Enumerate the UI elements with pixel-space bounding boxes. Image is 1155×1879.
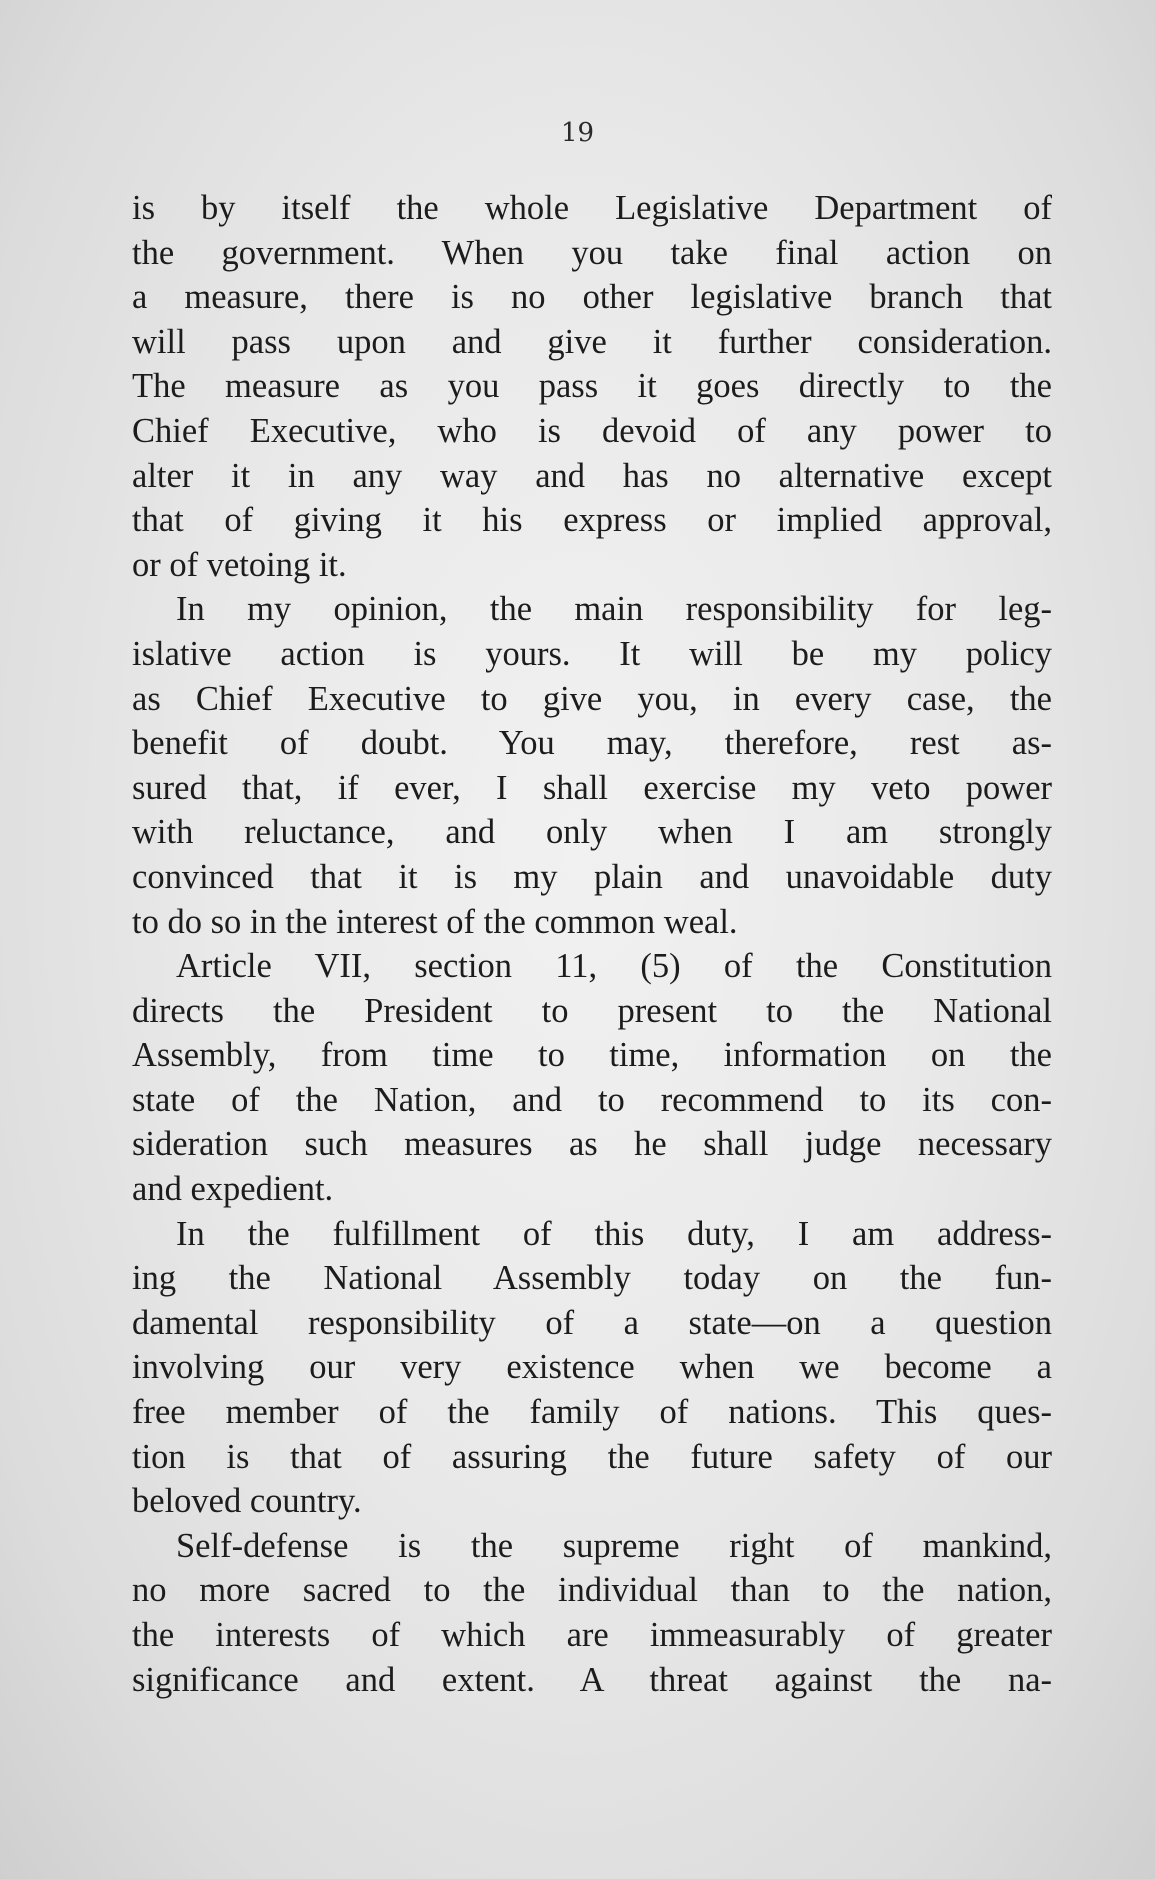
text-line: directs the President to present to the National — [132, 991, 1052, 1030]
text-line: alter it in any way and has no alternative except — [132, 456, 1052, 495]
text-line: free member of the family of nations. This ques- — [132, 1393, 1052, 1432]
text-line: islative action is yours. It will be my policy — [132, 634, 1052, 673]
text-line: beloved country. — [132, 1482, 362, 1521]
paragraph-first-line: In the fulfillment of this duty, I am address- — [176, 1214, 1052, 1253]
page-number: 19 — [560, 118, 595, 148]
paragraph-first-line: In my opinion, the main responsibility for leg- — [176, 590, 1052, 629]
text-line: as Chief Executive to give you, in every case, the — [132, 679, 1052, 718]
text-line: the interests of which are immeasurably of greater — [132, 1616, 1052, 1654]
text-line: Assembly, from time to time, information on the — [132, 1036, 1052, 1075]
text-line: convinced that it is my plain and unavoidable duty — [132, 857, 1052, 896]
text-line: tion is that of assuring the future safety of our — [132, 1437, 1052, 1476]
text-line: damental responsibility of a state—on a question — [132, 1303, 1052, 1342]
text-line: will pass upon and give it further consideration. — [132, 322, 1052, 361]
text-line: ing the National Assembly today on the fun- — [132, 1259, 1052, 1298]
text-line: or of vetoing it. — [132, 545, 347, 584]
text-line: sured that, if ever, I shall exercise my veto power — [132, 768, 1052, 807]
text-line: that of giving it his express or implied approval, — [132, 501, 1052, 540]
text-line: involving our very existence when we become a — [132, 1348, 1052, 1387]
text-line: with reluctance, and only when I am strongly — [132, 813, 1052, 852]
text-line: a measure, there is no other legislative branch that — [132, 278, 1052, 317]
text-line: Chief Executive, who is devoid of any power to — [132, 411, 1052, 450]
text-line: is by itself the whole Legislative Department of — [132, 189, 1052, 227]
text-line: benefit of doubt. You may, therefore, rest as- — [132, 724, 1052, 763]
text-line: and expedient. — [132, 1170, 334, 1209]
text-line: to do so in the interest of the common weal. — [132, 902, 738, 941]
text-line: the government. When you take final action on — [132, 233, 1052, 272]
text-line: sideration such measures as he shall judge necessary — [132, 1125, 1052, 1164]
paragraph-first-line: Self-defense is the supreme right of mankind, — [176, 1526, 1052, 1565]
text-line: The measure as you pass it goes directly to the — [132, 367, 1052, 406]
paragraph-first-line: Article VII, section 11, (5) of the Constitution — [176, 947, 1052, 986]
text-line: state of the Nation, and to recommend to its con- — [132, 1080, 1052, 1119]
body-text — [132, 186, 1052, 1702]
text-line: significance and extent. A threat against the na- — [132, 1660, 1052, 1699]
text-line: no more sacred to the individual than to the nation, — [132, 1571, 1052, 1610]
